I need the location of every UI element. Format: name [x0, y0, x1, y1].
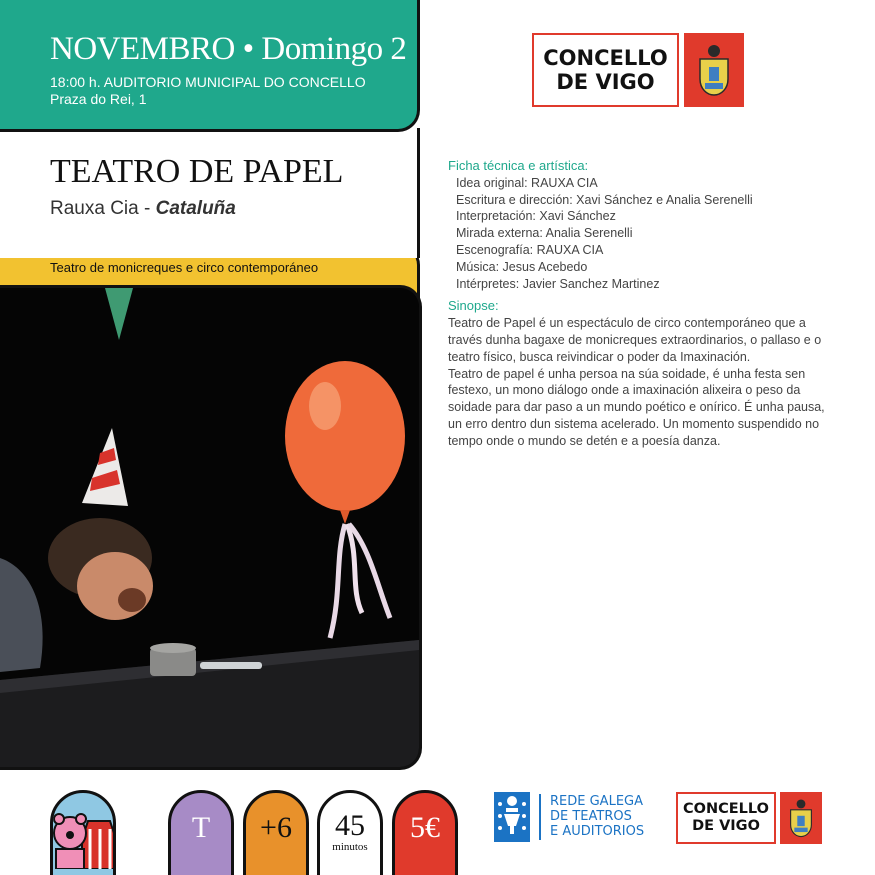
duration-value: 45: [335, 809, 365, 842]
venue-address: Praza do Rei, 1: [50, 91, 147, 107]
credit-line: Idea original: RAUXA CIA: [456, 175, 598, 190]
rede-galega-logo: [494, 792, 664, 842]
price-badge: [392, 790, 458, 875]
divider: [539, 794, 541, 840]
age-value: +6: [260, 811, 292, 844]
logo-line-2: DE VIGO: [556, 70, 655, 94]
title-panel: [0, 128, 420, 258]
vigo-crest-icon: [780, 792, 822, 844]
puppet-tent-icon: [50, 799, 116, 869]
technical-heading: Ficha técnica e artística:: [448, 158, 589, 173]
company-region: Cataluña: [155, 198, 236, 219]
synopsis-paragraph: Teatro de papel é unha persoa na súa soidade, é unha festa sen festexo, un mono diálogo onde a imaxinación alixeira o peso da soidade para dar paso a un mundo poético e onírico. É unha pausa, un erro dentro dun sistema acelerado. Un momento suspendido no tempo onde o mundo se detén e a poesía danza.: [448, 366, 825, 448]
rede-wordmark: [550, 794, 644, 839]
credit-line: Interpretación: Xavi Sánchez: [456, 209, 616, 224]
company-line: [50, 198, 417, 220]
badges-row: [50, 790, 460, 875]
rede-line-2: DE TEATROS: [550, 809, 632, 824]
synopsis-heading: Sinopse:: [448, 298, 499, 314]
duration-badge: [317, 790, 383, 875]
credit-line: Mirada externa: Analia Serenelli: [456, 226, 633, 241]
logo-line-1: CONCELLO: [543, 46, 668, 70]
synopsis-paragraph: Teatro de Papel é un espectáculo de circo contemporáneo que a través dunha bagaxe de monicreques extraordinarios, o pallaso e o teatro físico, busca reivindicar o poder da Imaxinación.: [448, 316, 822, 364]
show-title: TEATRO DE PAPEL: [50, 153, 344, 190]
galicia-shield-icon: [494, 792, 530, 842]
category-badge: [168, 790, 234, 875]
credit-line: Escenografía: RAUXA CIA: [456, 242, 604, 257]
duration-unit: minutos: [332, 841, 368, 853]
credit-line: Escritura e dirección: Xavi Sánchez e Analia Serenelli: [456, 192, 753, 207]
rede-line-3: E AUDITORIOS: [550, 824, 645, 839]
concello-de-vigo-logo-bottom: [676, 792, 822, 844]
info-block: [448, 158, 828, 450]
show-photo: [0, 285, 422, 770]
left-column: [0, 0, 422, 770]
concello-wordmark: [676, 792, 776, 844]
credit-line: Intérpretes: Javier Sanchez Martinez: [456, 276, 660, 291]
rede-line-1: REDE GALEGA: [550, 794, 643, 809]
company-name: Rauxa Cia -: [50, 198, 156, 219]
price-value: 5€: [410, 811, 440, 844]
credits-list: [448, 175, 828, 293]
date-panel: [0, 0, 420, 132]
concello-wordmark: [532, 33, 679, 107]
logo-line-2: DE VIGO: [692, 818, 760, 834]
credit-line: Música: Jesus Acebedo: [456, 259, 588, 274]
concello-de-vigo-logo: [532, 33, 744, 107]
age-badge: [243, 790, 309, 875]
logo-line-1: CONCELLO: [683, 801, 769, 817]
time-venue: 18:00 h. AUDITORIO MUNICIPAL DO CONCELLO: [50, 74, 366, 90]
genre-text: Teatro de monicreques e circo contemporáneo: [50, 260, 319, 275]
puppet-circus-badge: [50, 790, 116, 875]
performer-balloon-photo: [0, 288, 419, 767]
synopsis-text: [448, 315, 828, 449]
date-title: NOVEMBRO • Domingo 2: [50, 31, 407, 67]
vigo-crest-icon: [684, 33, 744, 107]
category-letter: T: [191, 811, 211, 844]
